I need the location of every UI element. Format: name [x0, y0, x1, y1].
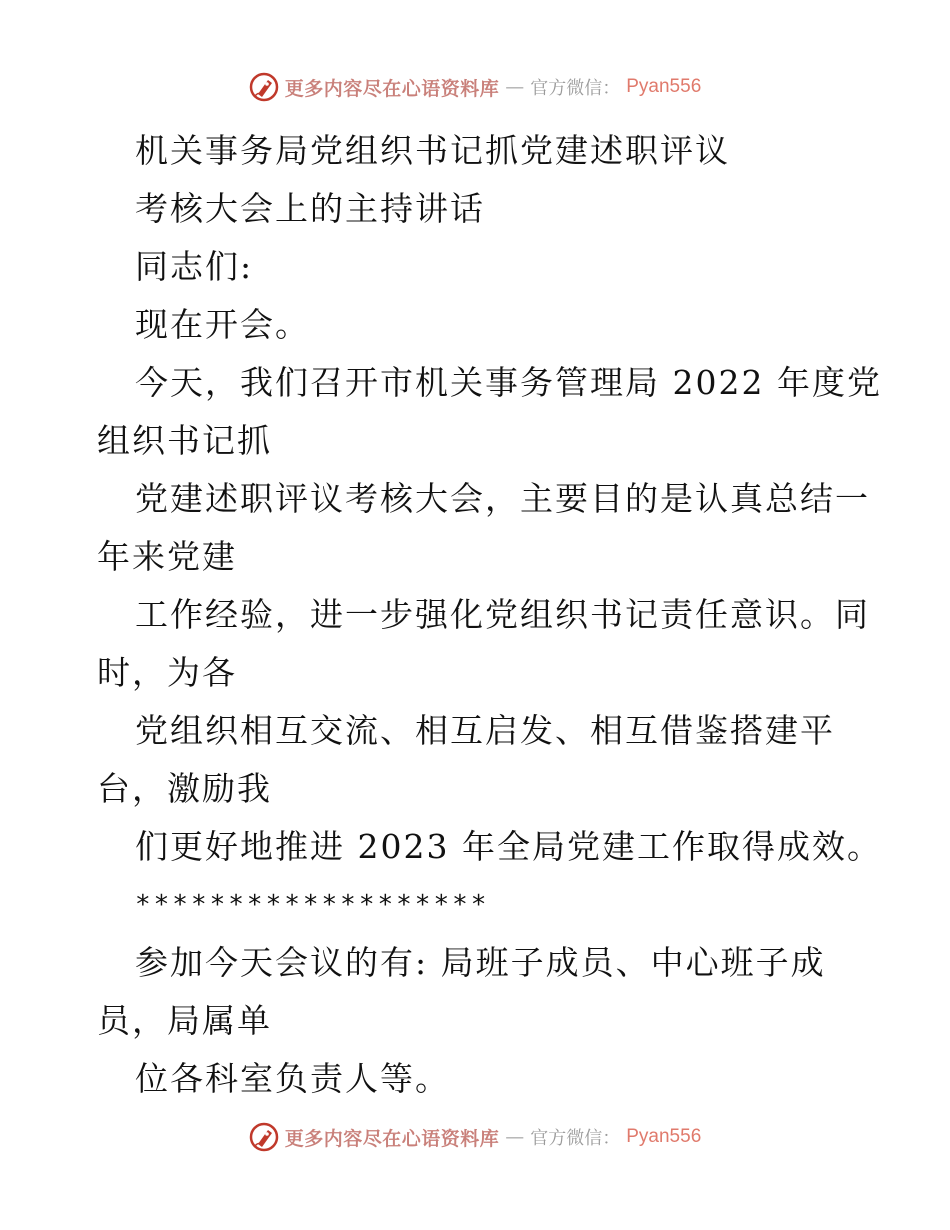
paragraph-line: 位各科室负责人等。 [135, 1059, 450, 1098]
pen-nib-logo-icon [249, 1122, 279, 1152]
paragraph-line: 组织书记抓 [97, 421, 272, 460]
paragraph-line: 现在开会。 [135, 305, 310, 344]
watermark-dash: — [505, 1126, 525, 1148]
watermark-wechat-label: 官方微信： [530, 78, 621, 99]
paragraph-line: 党建述职评议考核大会，主要目的是认真总结一 [135, 479, 870, 518]
watermark-brand: 更多内容尽在心语资料库 [284, 77, 500, 100]
paragraph-line: 参加今天会议的有: 局班子成员、中心班子成 [135, 943, 826, 982]
salutation: 同志们: [135, 247, 254, 286]
pen-nib-logo-icon [249, 72, 279, 102]
watermark-brand: 更多内容尽在心语资料库 [284, 1127, 500, 1150]
paragraph-line: 员，局属单 [97, 1001, 272, 1040]
paragraph-line: 们更好地推进 2023 年全局党建工作取得成效。 [135, 827, 882, 866]
title-line-2: 考核大会上的主持讲话 [135, 189, 485, 228]
document-body [97, 122, 882, 1108]
paragraph-line: 工作经验，进一步强化党组织书记责任意识。同 [135, 595, 870, 634]
watermark-header [0, 72, 950, 102]
watermark-dash: — [505, 76, 525, 98]
paragraph-line: 时，为各 [97, 653, 237, 692]
separator-stars: ******************* [135, 890, 490, 920]
watermark-wechat-id: Pyan556 [626, 1126, 702, 1147]
watermark-wechat-id: Pyan556 [626, 76, 702, 97]
paragraph-line: 年来党建 [97, 537, 237, 576]
paragraph-line: 台，激励我 [97, 769, 272, 808]
title-line-1: 机关事务局党组织书记抓党建述职评议 [135, 131, 730, 170]
paragraph-line: 今天，我们召开市机关事务管理局 2022 年度党 [135, 363, 882, 402]
watermark-wechat-label: 官方微信： [530, 1128, 621, 1149]
watermark-footer [0, 1122, 950, 1152]
paragraph-line: 党组织相互交流、相互启发、相互借鉴搭建平 [135, 711, 835, 750]
